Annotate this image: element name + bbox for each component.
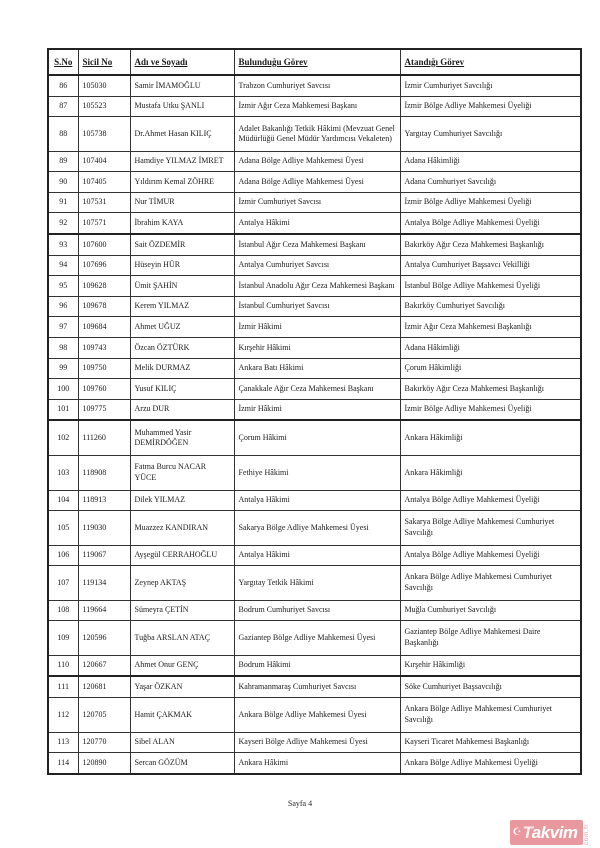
- name-cell: Fatma Burcu NACAR YÜCE: [130, 456, 234, 490]
- sno-cell: 101: [48, 399, 78, 420]
- assigned-duty-cell: Antalya Cumhuriyet Başsavcı Vekilliği: [400, 255, 581, 276]
- assigned-duty-cell: Gaziantep Bölge Adliye Mahkemesi Daire Başkanlığı: [400, 621, 581, 655]
- assigned-duty-cell: Yargıtay Cumhuriyet Savcılığı: [400, 117, 581, 151]
- sicil-no-cell: 107600: [78, 234, 130, 255]
- current-duty-cell: Antalya Hâkimi: [234, 490, 400, 511]
- current-duty-cell: Antalya Cumhuriyet Savcısı: [234, 255, 400, 276]
- table-row: [48, 276, 581, 297]
- table-row: [48, 234, 581, 255]
- sicil-no-cell: 119067: [78, 545, 130, 566]
- name-cell: Özcan ÖZTÜRK: [130, 338, 234, 359]
- sicil-no-cell: 107404: [78, 151, 130, 172]
- table-row: [48, 676, 581, 697]
- sicil-no-cell: 120596: [78, 621, 130, 655]
- sno-cell: 95: [48, 276, 78, 297]
- current-duty-cell: Adana Bölge Adliye Mahkemesi Üyesi: [234, 151, 400, 172]
- sno-cell: 89: [48, 151, 78, 172]
- name-cell: Ümit ŞAHİN: [130, 276, 234, 297]
- table-row: [48, 456, 581, 490]
- sicil-no-cell: 119030: [78, 511, 130, 545]
- current-duty-cell: Ankara Bölge Adliye Mahkemesi Üyesi: [234, 698, 400, 732]
- column-header-sno: S.No: [48, 49, 78, 75]
- sno-cell: 104: [48, 490, 78, 511]
- sicil-no-cell: 119134: [78, 566, 130, 600]
- sicil-no-cell: 119664: [78, 600, 130, 621]
- table-row: [48, 172, 581, 193]
- table-row: [48, 732, 581, 753]
- assigned-duty-cell: Adana Cumhuriyet Savcılığı: [400, 172, 581, 193]
- assigned-duty-cell: Bakırköy Cumhuriyet Savcılığı: [400, 296, 581, 317]
- table-row: [48, 566, 581, 600]
- current-duty-cell: Çanakkale Ağır Ceza Mahkemesi Başkanı: [234, 379, 400, 400]
- assigned-duty-cell: Sakarya Bölge Adliye Mahkemesi Cumhuriyet Savcılığı: [400, 511, 581, 545]
- table-row: [48, 545, 581, 566]
- assigned-duty-cell: İzmir Bölge Adliye Mahkemesi Üyeliği: [400, 96, 581, 117]
- sno-cell: 88: [48, 117, 78, 151]
- assigned-duty-cell: Kırşehir Hâkimliği: [400, 655, 581, 676]
- sicil-no-cell: 107571: [78, 213, 130, 234]
- current-duty-cell: İzmir Hâkimi: [234, 317, 400, 338]
- table-row: [48, 151, 581, 172]
- takvim-domain-suffix: com.tr: [582, 823, 590, 845]
- assigned-duty-cell: Ankara Hâkimliği: [400, 420, 581, 455]
- current-duty-cell: Adalet Bakanlığı Tetkik Hâkimi (Mevzuat Genel Müdürlüğü Genel Müdür Yardımcısı Vekaleten): [234, 117, 400, 151]
- assigned-duty-cell: Ankara Hâkimliği: [400, 456, 581, 490]
- sicil-no-cell: 111260: [78, 420, 130, 455]
- table-row: [48, 420, 581, 455]
- current-duty-cell: İzmir Hâkimi: [234, 399, 400, 420]
- assigned-duty-cell: Ankara Bölge Adliye Mahkemesi Cumhuriyet Savcılığı: [400, 698, 581, 732]
- assigned-duty-cell: Adana Hâkimliği: [400, 151, 581, 172]
- assigned-duty-cell: Bakırköy Ağır Ceza Mahkemesi Başkanlığı: [400, 234, 581, 255]
- current-duty-cell: İzmir Cumhuriyet Savcısı: [234, 192, 400, 213]
- sno-cell: 96: [48, 296, 78, 317]
- column-header-name: Adı ve Soyadı: [130, 49, 234, 75]
- page-number: Sayfa 4: [287, 799, 313, 808]
- name-cell: Ahmet Onur GENÇ: [130, 655, 234, 676]
- table-row: [48, 698, 581, 732]
- sicil-no-cell: 107696: [78, 255, 130, 276]
- assigned-duty-cell: Muğla Cumhuriyet Savcılığı: [400, 600, 581, 621]
- table-row: [48, 753, 581, 774]
- column-header-assigned-duty: Atandığı Görev: [400, 49, 581, 75]
- column-header-current-duty: Bulunduğu Görev: [234, 49, 400, 75]
- name-cell: Arzu DUR: [130, 399, 234, 420]
- sno-cell: 86: [48, 75, 78, 96]
- table-body: [48, 75, 581, 774]
- current-duty-cell: Kırşehir Hâkimi: [234, 338, 400, 359]
- table-row: [48, 621, 581, 655]
- sno-cell: 106: [48, 545, 78, 566]
- current-duty-cell: Kahramanmaraş Cumhuriyet Savcısı: [234, 676, 400, 697]
- sno-cell: 113: [48, 732, 78, 753]
- name-cell: Hüseyin HÜR: [130, 255, 234, 276]
- assigned-duty-cell: Söke Cumhuriyet Başsavcılığı: [400, 676, 581, 697]
- name-cell: Dr.Ahmet Hasan KILIÇ: [130, 117, 234, 151]
- current-duty-cell: Trabzon Cumhuriyet Savcısı: [234, 75, 400, 96]
- sno-cell: 99: [48, 358, 78, 379]
- sno-cell: 94: [48, 255, 78, 276]
- table-row: [48, 655, 581, 676]
- name-cell: Yaşar ÖZKAN: [130, 676, 234, 697]
- assigned-duty-cell: Antalya Bölge Adliye Mahkemesi Üyeliği: [400, 213, 581, 234]
- table-row: [48, 96, 581, 117]
- name-cell: İbrahim KAYA: [130, 213, 234, 234]
- table-row: [48, 600, 581, 621]
- column-header-sicil-no: Sicil No: [78, 49, 130, 75]
- table-row: [48, 255, 581, 276]
- name-cell: Yusuf KILIÇ: [130, 379, 234, 400]
- sicil-no-cell: 120890: [78, 753, 130, 774]
- sno-cell: 107: [48, 566, 78, 600]
- assigned-duty-cell: Antalya Bölge Adliye Mahkemesi Üyeliği: [400, 545, 581, 566]
- assigned-duty-cell: Adana Hâkimliği: [400, 338, 581, 359]
- table-row: [48, 399, 581, 420]
- sicil-no-cell: 109760: [78, 379, 130, 400]
- current-duty-cell: Fethiye Hâkimi: [234, 456, 400, 490]
- name-cell: Zeynep AKTAŞ: [130, 566, 234, 600]
- takvim-watermark: [510, 820, 590, 845]
- sicil-no-cell: 120705: [78, 698, 130, 732]
- assigned-duty-cell: İzmir Bölge Adliye Mahkemesi Üyeliği: [400, 192, 581, 213]
- assigned-duty-cell: Ankara Bölge Adliye Mahkemesi Cumhuriyet Savcılığı: [400, 566, 581, 600]
- sicil-no-cell: 109743: [78, 338, 130, 359]
- sno-cell: 111: [48, 676, 78, 697]
- current-duty-cell: Gaziantep Bölge Adliye Mahkemesi Üyesi: [234, 621, 400, 655]
- current-duty-cell: İzmir Ağır Ceza Mahkemesi Başkanı: [234, 96, 400, 117]
- sicil-no-cell: 105030: [78, 75, 130, 96]
- current-duty-cell: İstanbul Ağır Ceza Mahkemesi Başkanı: [234, 234, 400, 255]
- sicil-no-cell: 109775: [78, 399, 130, 420]
- table-row: [48, 490, 581, 511]
- sno-cell: 97: [48, 317, 78, 338]
- assigned-duty-cell: Antalya Bölge Adliye Mahkemesi Üyeliği: [400, 490, 581, 511]
- current-duty-cell: İstanbul Cumhuriyet Savcısı: [234, 296, 400, 317]
- sicil-no-cell: 109628: [78, 276, 130, 297]
- sno-cell: 112: [48, 698, 78, 732]
- current-duty-cell: Bodrum Cumhuriyet Savcısı: [234, 600, 400, 621]
- sno-cell: 90: [48, 172, 78, 193]
- name-cell: Sercan GÖZÜM: [130, 753, 234, 774]
- name-cell: Mustafa Utku ŞANLI: [130, 96, 234, 117]
- current-duty-cell: Adana Bölge Adliye Mahkemesi Üyesi: [234, 172, 400, 193]
- sno-cell: 108: [48, 600, 78, 621]
- current-duty-cell: Antalya Hâkimi: [234, 213, 400, 234]
- name-cell: Yıldırım Kemal ZÖHRE: [130, 172, 234, 193]
- name-cell: Sümeyra ÇETİN: [130, 600, 234, 621]
- name-cell: Sibel ALAN: [130, 732, 234, 753]
- table-row: [48, 117, 581, 151]
- sicil-no-cell: 109678: [78, 296, 130, 317]
- sno-cell: 110: [48, 655, 78, 676]
- name-cell: Sait ÖZDEMİR: [130, 234, 234, 255]
- current-duty-cell: Antalya Hâkimi: [234, 545, 400, 566]
- sno-cell: 105: [48, 511, 78, 545]
- sicil-no-cell: 105523: [78, 96, 130, 117]
- appointments-table: [47, 48, 582, 775]
- name-cell: Dilek YILMAZ: [130, 490, 234, 511]
- sno-cell: 109: [48, 621, 78, 655]
- current-duty-cell: Yargıtay Tetkik Hâkimi: [234, 566, 400, 600]
- sicil-no-cell: 120667: [78, 655, 130, 676]
- assigned-duty-cell: İzmir Bölge Adliye Mahkemesi Üyeliği: [400, 399, 581, 420]
- takvim-brand-text: Takvim: [522, 822, 578, 842]
- sno-cell: 114: [48, 753, 78, 774]
- table-row: [48, 75, 581, 96]
- sicil-no-cell: 107531: [78, 192, 130, 213]
- name-cell: Muazzez KANDIRAN: [130, 511, 234, 545]
- name-cell: Nur TİMUR: [130, 192, 234, 213]
- table-row: [48, 317, 581, 338]
- sicil-no-cell: 105738: [78, 117, 130, 151]
- table-row: [48, 213, 581, 234]
- header-row: [48, 49, 581, 75]
- name-cell: Melik DURMAZ: [130, 358, 234, 379]
- sno-cell: 100: [48, 379, 78, 400]
- table-row: [48, 358, 581, 379]
- table-header: [48, 49, 581, 75]
- assigned-duty-cell: Ankara Bölge Adliye Mahkemesi Üyeliği: [400, 753, 581, 774]
- name-cell: Ayşegül CERRAHOĞLU: [130, 545, 234, 566]
- current-duty-cell: Kayseri Bölge Adliye Mahkemesi Üyesi: [234, 732, 400, 753]
- table-row: [48, 296, 581, 317]
- sicil-no-cell: 118908: [78, 456, 130, 490]
- assigned-duty-cell: İzmir Ağır Ceza Mahkemesi Başkanlığı: [400, 317, 581, 338]
- assigned-duty-cell: İstanbul Bölge Adliye Mahkemesi Üyeliği: [400, 276, 581, 297]
- name-cell: Samir İMAMOĞLU: [130, 75, 234, 96]
- assigned-duty-cell: Çorum Hâkimliği: [400, 358, 581, 379]
- sicil-no-cell: 120681: [78, 676, 130, 697]
- name-cell: Hamit ÇAKMAK: [130, 698, 234, 732]
- sno-cell: 93: [48, 234, 78, 255]
- name-cell: Kerem YILMAZ: [130, 296, 234, 317]
- sno-cell: 102: [48, 420, 78, 455]
- takvim-logo-box: [510, 820, 583, 845]
- assigned-duty-cell: Kayseri Ticaret Mahkemesi Başkanlığı: [400, 732, 581, 753]
- name-cell: Tuğba ARSLAN ATAÇ: [130, 621, 234, 655]
- table-row: [48, 379, 581, 400]
- star-crescent-icon: ☪: [512, 826, 522, 838]
- name-cell: Hamdiye YILMAZ İMRET: [130, 151, 234, 172]
- sicil-no-cell: 109684: [78, 317, 130, 338]
- sno-cell: 92: [48, 213, 78, 234]
- table-row: [48, 192, 581, 213]
- sicil-no-cell: 120770: [78, 732, 130, 753]
- table-row: [48, 511, 581, 545]
- sicil-no-cell: 118913: [78, 490, 130, 511]
- current-duty-cell: Çorum Hâkimi: [234, 420, 400, 455]
- sno-cell: 87: [48, 96, 78, 117]
- current-duty-cell: Ankara Batı Hâkimi: [234, 358, 400, 379]
- name-cell: Ahmet UĞUZ: [130, 317, 234, 338]
- sicil-no-cell: 107405: [78, 172, 130, 193]
- current-duty-cell: Sakarya Bölge Adliye Mahkemesi Üyesi: [234, 511, 400, 545]
- assigned-duty-cell: Bakırköy Ağır Ceza Mahkemesi Başkanlığı: [400, 379, 581, 400]
- current-duty-cell: Bodrum Hâkimi: [234, 655, 400, 676]
- name-cell: Muhammed Yasir DEMİRDÖĞEN: [130, 420, 234, 455]
- sicil-no-cell: 109750: [78, 358, 130, 379]
- sno-cell: 103: [48, 456, 78, 490]
- table-row: [48, 338, 581, 359]
- sno-cell: 91: [48, 192, 78, 213]
- current-duty-cell: İstanbul Anadolu Ağır Ceza Mahkemesi Başkanı: [234, 276, 400, 297]
- current-duty-cell: Ankara Hâkimi: [234, 753, 400, 774]
- assigned-duty-cell: İzmir Cumhuriyet Savcılığı: [400, 75, 581, 96]
- sno-cell: 98: [48, 338, 78, 359]
